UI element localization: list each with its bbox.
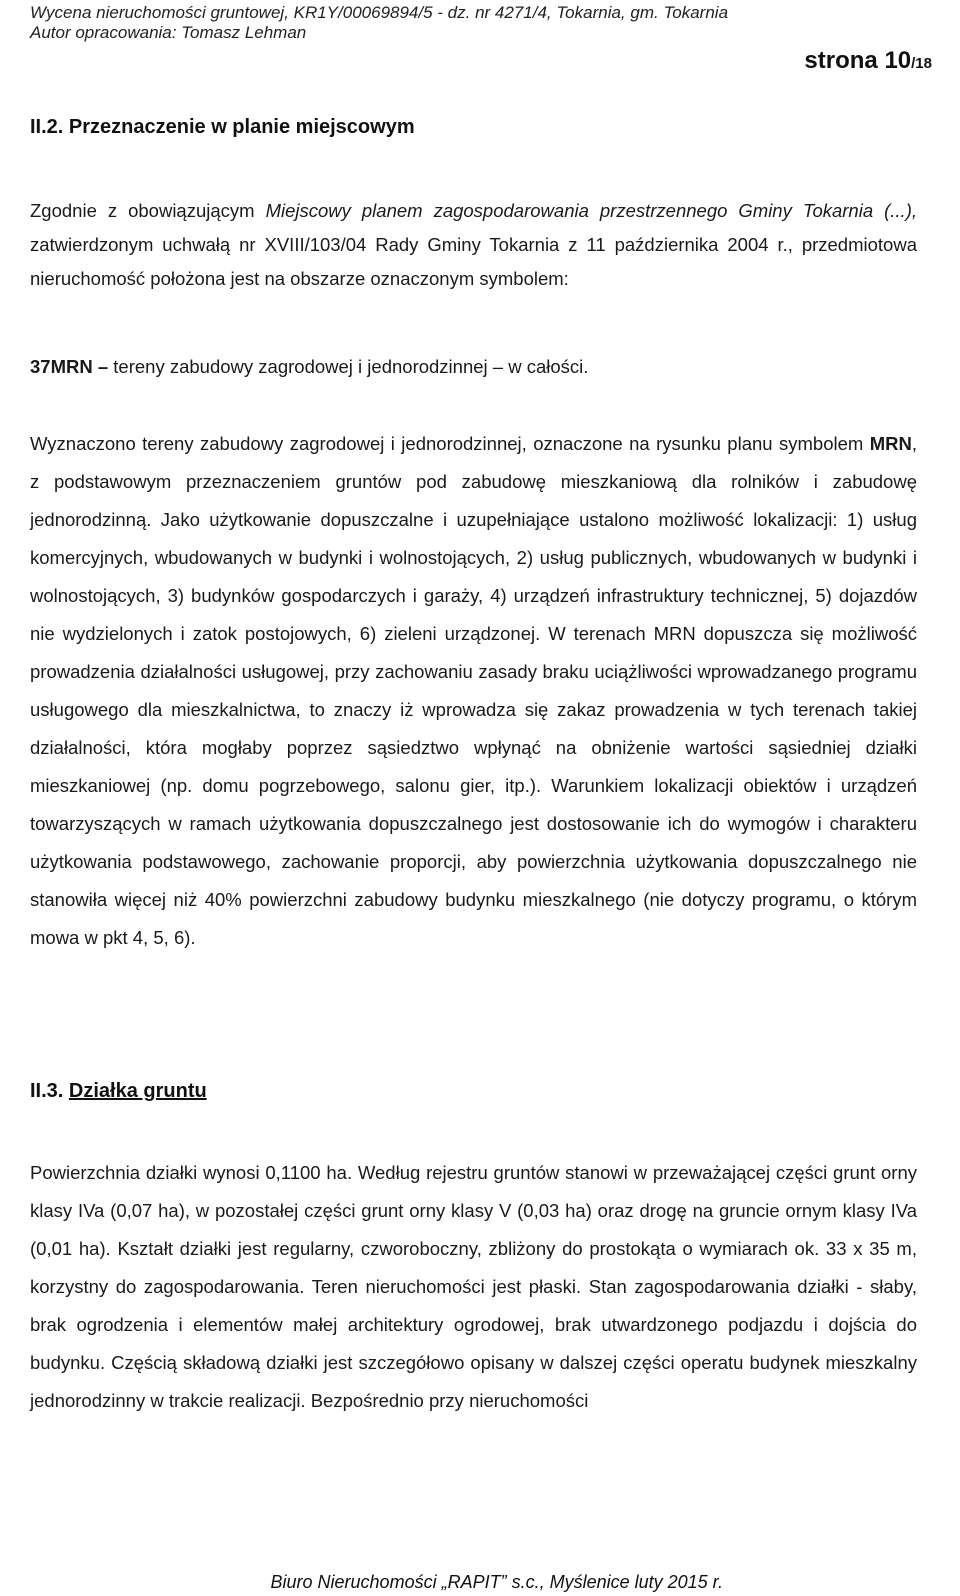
section-heading-plot-number: II.3.	[30, 1080, 64, 1102]
zoning-symbol-line	[30, 356, 917, 378]
page-number	[804, 47, 932, 75]
running-header-title: Wycena nieruchomości gruntowej, KR1Y/00069894/5 - dz. nr 4271/4, Tokarnia, gm. Tokarnia	[30, 3, 729, 22]
section-heading-plan: II.2. Przeznaczenie w planie miejscowym	[30, 116, 415, 138]
page-footer: Biuro Nieruchomości „RAPIT” s.c., Myślenice luty 2015 r.	[270, 1572, 723, 1592]
zoning-description-paragraph	[30, 425, 917, 957]
zoning-description-a: Wyznaczono tereny zabudowy zagrodowej i jednorodzinnej, oznaczone na rysunku planu symbolem	[30, 433, 870, 454]
zoning-symbol-dash: –	[92, 356, 114, 377]
zoning-description-symbol: MRN	[869, 433, 912, 454]
plan-intro-text-c: zatwierdzonym uchwałą nr XVIII/103/04 Rady Gminy Tokarnia z 11 października 2004 r., przedmiotowa nieruchomość położona jest na obszarze oznaczonym symbolem:	[30, 234, 917, 289]
running-header-author: Autor opracowania: Tomasz Lehman	[30, 23, 307, 42]
zoning-symbol: 37MRN	[30, 356, 93, 377]
section-heading-plot	[30, 1080, 207, 1103]
plot-description-paragraph: Powierzchnia działki wynosi 0,1100 ha. Według rejestru gruntów stanowi w przeważającej części grunt orny klasy IVa (0,07 ha), w pozostałej części grunt orny klasy V (0,03 ha) oraz drogę na gruncie ornym klasy IVa (0,01 ha). Kształt działki jest regularny, czworoboczny, zbliżony do prostokąta o wymiarach ok. 33 x 35 m, korzystny do zagospodarowania. Teren nieruchomości jest płaski. Stan zagospodarowania działki - słaby, brak ogrodzenia i elementów małej architektury ogrodowej, brak utwardzonego podjazdu i dojścia do budynku. Częścią składową działki jest szczegółowo opisany w dalszej części operatu budynek mieszkalny jednorodzinny w trakcie realizacji. Bezpośrednio przy nieruchomości	[30, 1162, 917, 1411]
page-number-total: /18	[911, 55, 932, 72]
section-heading-plot-title: Działka gruntu	[68, 1080, 207, 1102]
plan-intro-paragraph	[30, 194, 917, 296]
zoning-description-c: , z podstawowym przeznaczeniem gruntów pod zabudowę mieszkaniową dla rolników i zabudowę jednorodzinną. Jako użytkowanie dopuszczalne i uzupełniające ustalono możliwość lokalizacji: 1) usług komercyjnych, wbudowanych w budynki i wolnostojących, 2) usług publicznych, wbudowanych w budynki i wolnostojących, 3) budynków gospodarczych i garaży, 4) urządzeń infrastruktury technicznej, 5) dojazdów nie wydzielonych i zatok postojowych, 6) zieleni urządzonej. W terenach MRN dopuszcza się możliwość prowadzenia działalności usługowej, przy zachowaniu zasady braku uciążliwości wprowadzanego programu usługowego dla mieszkalnictwa, to znaczy iż wprowadza się zakaz prowadzenia w tych terenach takiej działalności, która mogłaby poprzez sąsiedztwo wpłynąć na obniżenie wartości sąsiedniej działki mieszkaniowej (np. domu pogrzebowego, salonu gier, itp.). Warunkiem lokalizacji obiektów i urządzeń towarzyszących w ramach użytkowania dopuszczalnego jest dostosowanie ich do wymogów i charakteru użytkowania podstawowego, zachowanie proporcji, aby powierzchnia użytkowania dopuszczalnego nie stanowiła więcej niż 40% powierzchni zabudowy budynku mieszkalnego (nie dotyczy programu, o którym mowa w pkt 4, 5, 6).	[30, 433, 917, 948]
plan-name-italic: Miejscowy planem zagospodarowania przestrzennego Gminy Tokarnia (...),	[265, 200, 917, 221]
plan-intro-text-a: Zgodnie z obowiązującym	[30, 200, 266, 221]
zoning-symbol-text: tereny zabudowy zagrodowej i jednorodzinnej – w całości.	[113, 356, 589, 377]
page-number-current: strona 10	[804, 47, 912, 74]
